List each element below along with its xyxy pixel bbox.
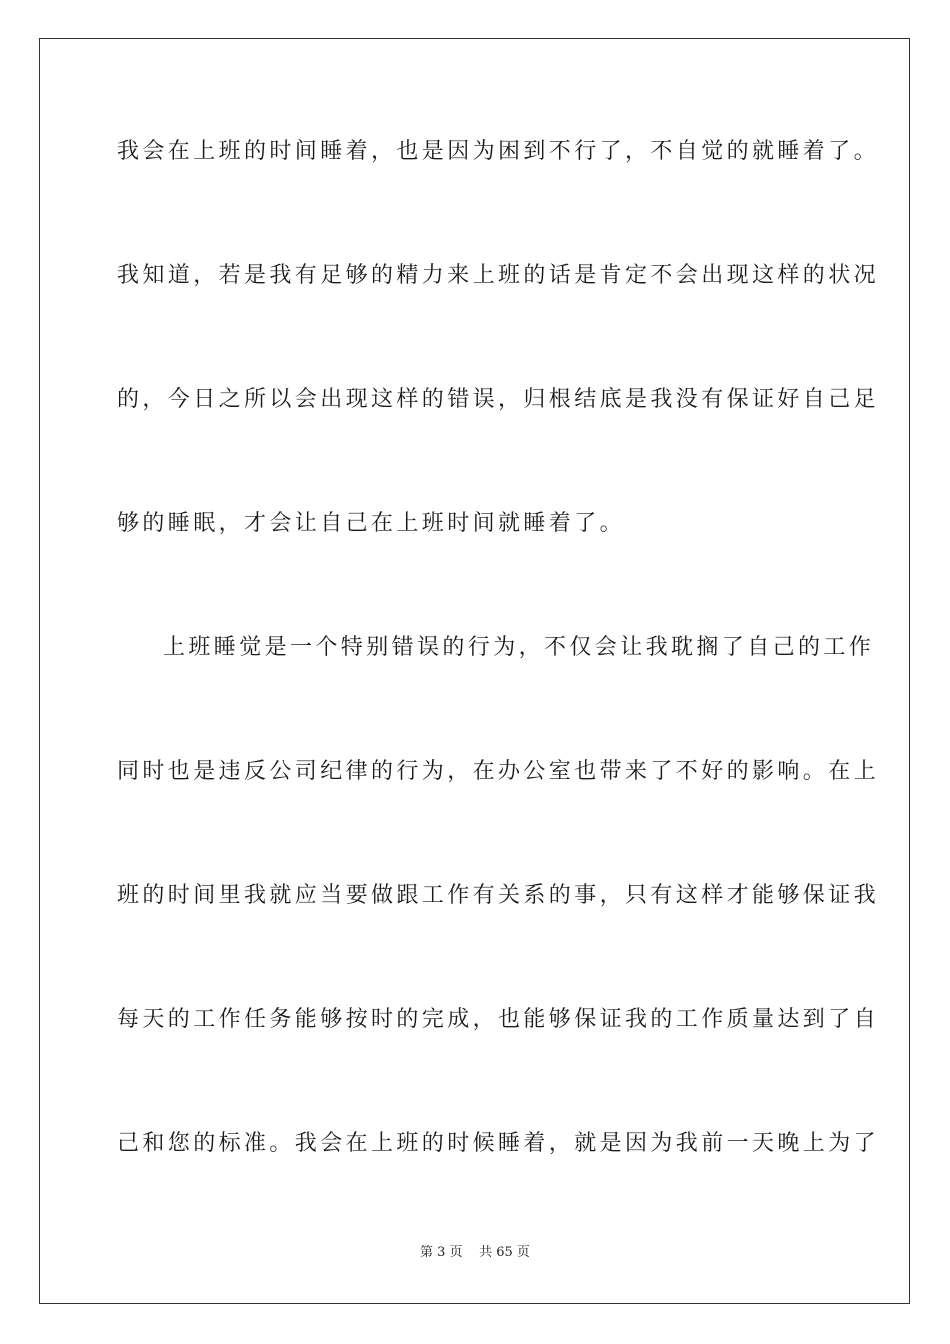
text-line: 的，今日之所以会出现这样的错误，归根结底是我没有保证好自己足 [117,387,880,412]
text-line: 每天的工作任务能够按时的完成，也能够保证我的工作质量达到了自 [117,1007,880,1032]
text-line: 我会在上班的时间睡着，也是因为困到不行了，不自觉的就睡着了。 [117,139,880,164]
paragraph-first-line: 上班睡觉是一个特别错误的行为，不仅会让我耽搁了自己的工作 [163,635,875,660]
page-number: 第 3 页 [420,1245,463,1260]
page-total: 共 65 页 [479,1245,530,1260]
text-line: 班的时间里我就应当要做跟工作有关系的事，只有这样才能够保证我 [117,883,880,908]
page-footer [0,1243,950,1263]
text-line: 够的睡眠，才会让自己在上班时间就睡着了。 [117,511,626,536]
text-line: 己和您的标准。我会在上班的时候睡着，就是因为我前一天晚上为了 [117,1131,880,1156]
text-line: 我知道，若是我有足够的精力来上班的话是肯定不会出现这样的状况 [117,263,880,288]
text-line: 同时也是违反公司纪律的行为，在办公室也带来了不好的影响。在上 [117,759,880,784]
page-border [39,38,910,1304]
